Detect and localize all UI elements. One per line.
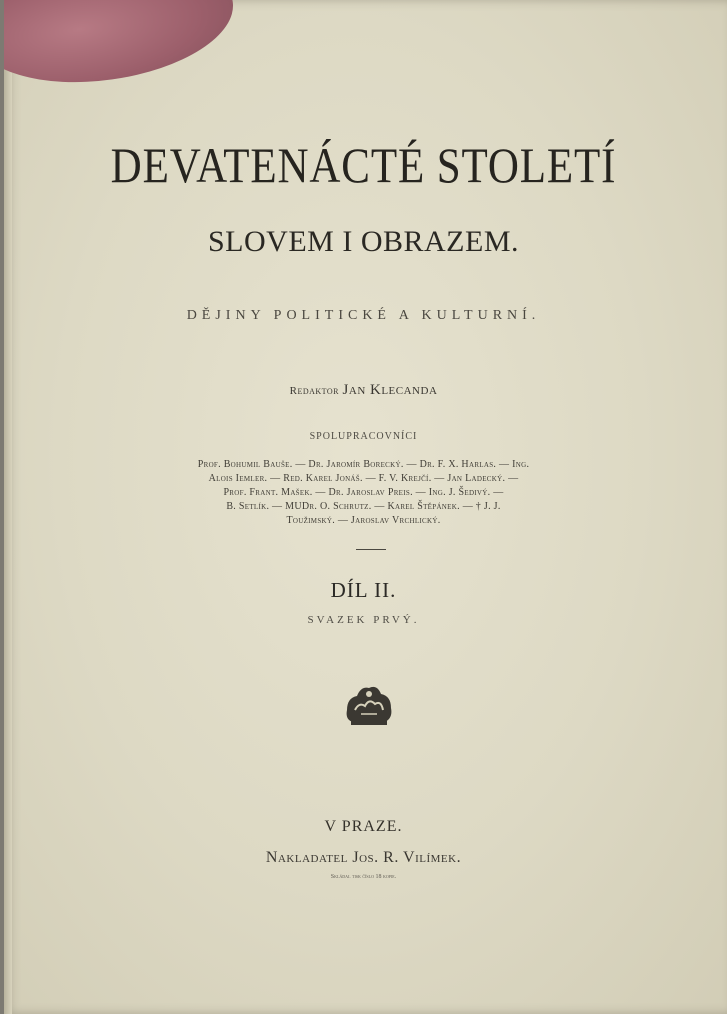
volume-label: SVAZEK PRVÝ. [307, 614, 420, 626]
publication-city: V PRAZE. [324, 818, 403, 835]
editor-line [4, 382, 725, 399]
part-number: DÍL II. [330, 578, 397, 602]
thumb [4, 0, 241, 98]
editor-label: Redaktor [289, 385, 340, 397]
collaborators-heading: SPOLUPRACOVNÍCI [309, 431, 418, 442]
printer-note: Skládal tisk číslo 18 kopie. [330, 874, 397, 880]
collaborators-line: Toužimský. — Jaroslav Vrchlický. [286, 515, 441, 526]
collaborators-line: B. Setlík. — MUDr. O. Schrutz. — Karel Štěpánek. — † J. J. [226, 501, 501, 512]
history-subtitle: DĚJINY POLITICKÉ A KULTURNÍ. [186, 308, 541, 323]
collaborators-line: Prof. Frant. Mašek. — Dr. Jaroslav Preis. — Ing. J. Šedivý. — [223, 487, 504, 498]
divider-rule [356, 549, 386, 550]
collaborators-line: Prof. Bohumil Bauše. — Dr. Jaromír Borecký. — Dr. F. X. Harlas. — Ing. [197, 459, 530, 470]
book-page [4, 0, 727, 1014]
collaborators-line: Alois Iemler. — Red. Karel Jonáš. — F. V. Krejčí. — Jan Ladecký. — [208, 473, 519, 484]
editor-name: Jan Klecanda [342, 382, 438, 398]
publisher-emblem-icon [341, 680, 397, 730]
book-subtitle: SLOVEM I OBRAZEM. [207, 225, 519, 258]
publisher: Nakladatel Jos. R. Vilímek. [265, 849, 462, 866]
book-title: DEVATENÁCTÉ STOLETÍ [110, 137, 617, 193]
